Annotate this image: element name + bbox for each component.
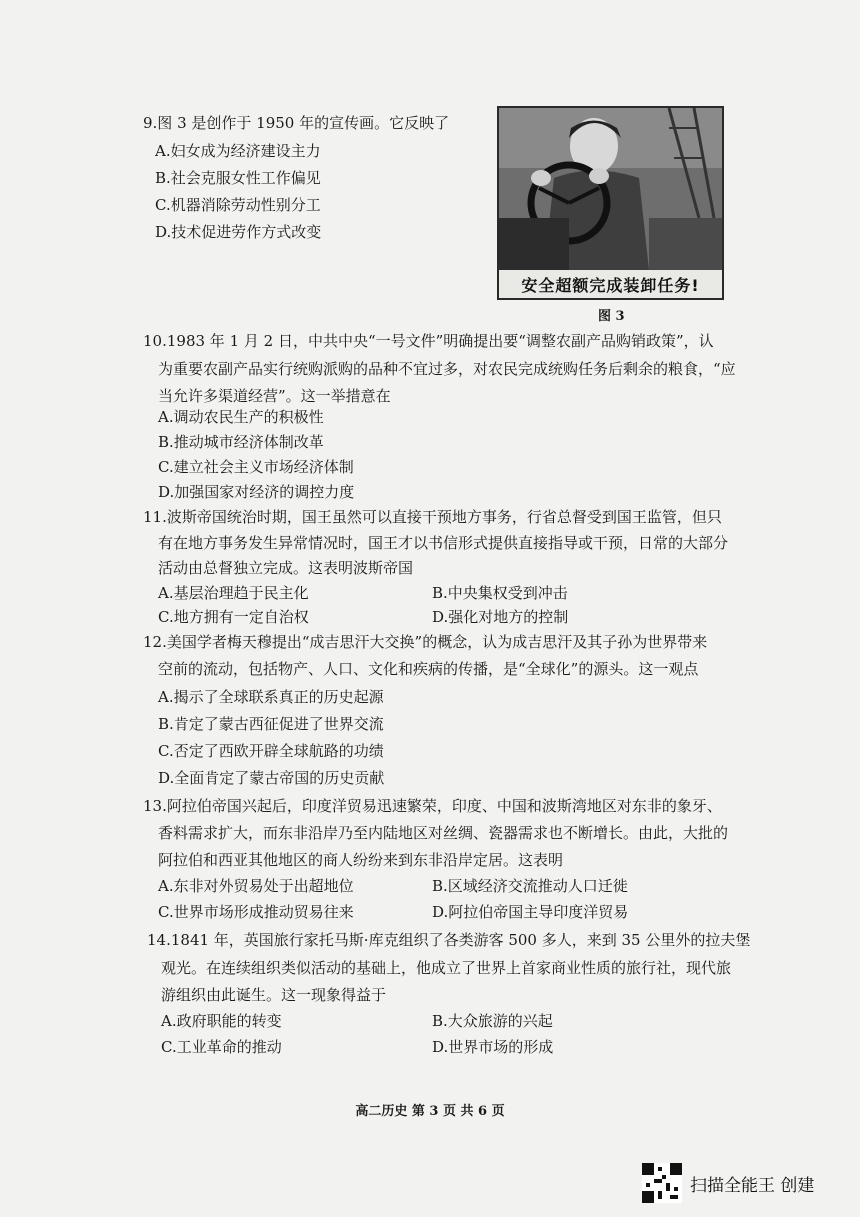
q13-line-1: 13.阿拉伯帝国兴起后，印度洋贸易迅速繁荣，印度、中国和波斯湾地区对东非的象牙、 [143,797,722,815]
q11-option-b: B.中央集权受到冲击 [432,584,568,602]
poster-caption: 安全超额完成装卸任务! [499,270,722,298]
q10-option-d: D.加强国家对经济的调控力度 [158,483,355,501]
poster-illustration [499,108,722,270]
q13-option-d: D.阿拉伯帝国主导印度洋贸易 [432,903,629,921]
q14-option-c: C.工业革命的推动 [161,1038,282,1056]
q9-option-b: B.社会克服女性工作偏见 [155,169,321,187]
propaganda-poster-image [497,106,724,300]
q12-option-d: D.全面肯定了蒙古帝国的历史贡献 [158,769,385,787]
figure-label: 图 3 [598,309,625,324]
q10-line-2: 为重要农副产品实行统购派购的品种不宜过多，对农民完成统购任务后剩余的粮食，“应 [158,360,736,378]
q11-option-d: D.强化对地方的控制 [432,608,569,626]
q10-option-a: A.调动农民生产的积极性 [158,408,324,426]
q12-option-b: B.肯定了蒙古西征促进了世界交流 [158,715,384,733]
q14-line-2: 观光。在连续组织类似活动的基础上，他成立了世界上首家商业性质的旅行社，现代旅 [161,959,732,977]
q9-option-a: A.妇女成为经济建设主力 [155,142,321,160]
q14-line-3: 游组织由此诞生。这一现象得益于 [161,986,387,1004]
q11-option-c: C.地方拥有一定自治权 [158,608,309,626]
q11-line-1: 11.波斯帝国统治时期，国王虽然可以直接干预地方事务，行省总督受到国王监管，但只 [143,508,722,526]
q9-option-d: D.技术促进劳作方式改变 [155,223,322,241]
q11-line-2: 有在地方事务发生异常情况时，国王才以书信形式提供直接指导或干预，日常的大部分 [158,534,729,552]
q10-option-b: B.推动城市经济体制改革 [158,433,324,451]
q11-option-a: A.基层治理趋于民主化 [158,584,309,602]
q9-stem: 9.图 3 是创作于 1950 年的宣传画。它反映了 [143,114,450,132]
q12-option-a: A.揭示了全球联系真正的历史起源 [158,688,384,706]
q13-line-3: 阿拉伯和西亚其他地区的商人纷纷来到东非沿岸定居。这表明 [158,851,564,869]
q12-option-c: C.否定了西欧开辟全球航路的功绩 [158,742,384,760]
q10-line-1: 10.1983 年 1 月 2 日，中共中央“一号文件”明确提出要“调整农副产品购销政策”，认 [143,332,714,350]
scanner-watermark-text: 扫描全能王 创建 [690,1175,815,1196]
scanner-watermark [642,1163,814,1203]
q14-option-d: D.世界市场的形成 [432,1038,554,1056]
q12-line-2: 空前的流动，包括物产、人口、文化和疾病的传播，是“全球化”的源头。这一观点 [158,660,699,678]
q14-option-b: B.大众旅游的兴起 [432,1012,553,1030]
q12-line-1: 12.美国学者梅天穆提出“成吉思汗大交换”的概念，认为成吉思汗及其子孙为世界带来 [143,633,708,651]
q14-line-1: 14.1841 年，英国旅行家托马斯·库克组织了各类游客 500 多人，来到 35 公里外的拉夫堡 [147,931,751,949]
q13-option-b: B.区域经济交流推动人口迁徙 [432,877,628,895]
q13-option-a: A.东非对外贸易处于出超地位 [158,877,354,895]
q10-line-3: 当允许多渠道经营”。这一举措意在 [158,387,391,405]
q13-line-2: 香料需求扩大，而东非沿岸乃至内陆地区对丝绸、瓷器需求也不断增长。由此，大批的 [158,824,729,842]
q10-option-c: C.建立社会主义市场经济体制 [158,458,354,476]
q11-line-3: 活动由总督独立完成。这表明波斯帝国 [158,559,414,577]
q9-option-c: C.机器消除劳动性别分工 [155,196,321,214]
qr-code-icon [642,1163,682,1203]
q13-option-c: C.世界市场形成推动贸易往来 [158,903,354,921]
q14-option-a: A.政府职能的转变 [161,1012,282,1030]
page-footer: 高二历史 第 3 页 共 6 页 [355,1104,505,1119]
